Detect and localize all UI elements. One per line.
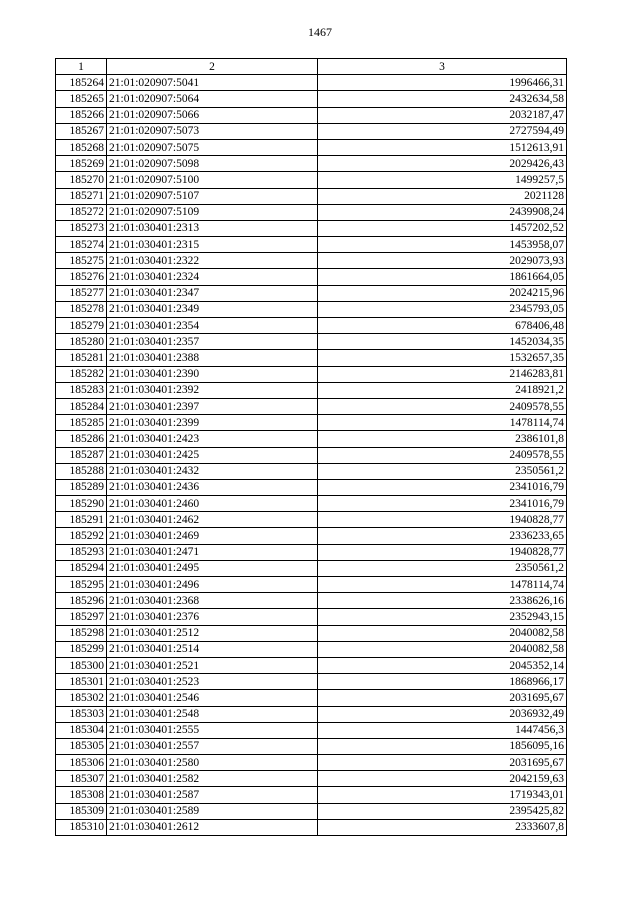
cadastral-number-cell: 21:01:030401:2546: [107, 690, 318, 706]
table-header: [56, 59, 567, 75]
row-number-cell: 185282: [56, 366, 107, 382]
cadastral-number-cell: 21:01:020907:5073: [107, 123, 318, 139]
table-row: [56, 528, 567, 544]
table-row: [56, 253, 567, 269]
value-cell: 1512613,91: [318, 139, 567, 155]
row-number-cell: 185273: [56, 220, 107, 236]
row-number-cell: 185296: [56, 593, 107, 609]
table-row: [56, 334, 567, 350]
value-cell: 1447456,3: [318, 722, 567, 738]
row-number-cell: 185301: [56, 674, 107, 690]
value-cell: 2336233,65: [318, 528, 567, 544]
row-number-cell: 185288: [56, 463, 107, 479]
row-number-cell: 185286: [56, 431, 107, 447]
row-number-cell: 185299: [56, 641, 107, 657]
row-number-cell: 185265: [56, 91, 107, 107]
row-number-cell: 185270: [56, 172, 107, 188]
value-cell: 2386101,8: [318, 431, 567, 447]
table-row: [56, 91, 567, 107]
table-row: [56, 496, 567, 512]
cadastral-number-cell: 21:01:030401:2460: [107, 496, 318, 512]
table-row: [56, 156, 567, 172]
cadastral-number-cell: 21:01:030401:2390: [107, 366, 318, 382]
table-row: [56, 220, 567, 236]
cadastral-number-cell: 21:01:020907:5100: [107, 172, 318, 188]
value-cell: 2418921,2: [318, 382, 567, 398]
value-cell: 2350561,2: [318, 560, 567, 576]
table-row: [56, 415, 567, 431]
row-number-cell: 185303: [56, 706, 107, 722]
cadastral-number-cell: 21:01:030401:2397: [107, 398, 318, 414]
row-number-cell: 185279: [56, 318, 107, 334]
value-cell: 2341016,79: [318, 496, 567, 512]
row-number-cell: 185289: [56, 479, 107, 495]
table-row: [56, 577, 567, 593]
value-cell: 2029073,93: [318, 253, 567, 269]
row-number-cell: 185272: [56, 204, 107, 220]
table-row: [56, 204, 567, 220]
row-number-cell: 185297: [56, 609, 107, 625]
value-cell: 1478114,74: [318, 415, 567, 431]
cadastral-number-cell: 21:01:030401:2557: [107, 738, 318, 754]
table-row: [56, 674, 567, 690]
value-cell: 1856095,16: [318, 738, 567, 754]
cadastral-number-cell: 21:01:020907:5098: [107, 156, 318, 172]
row-number-cell: 185267: [56, 123, 107, 139]
row-number-cell: 185266: [56, 107, 107, 123]
value-cell: 2409578,55: [318, 447, 567, 463]
value-cell: 1532657,35: [318, 350, 567, 366]
cadastral-number-cell: 21:01:030401:2587: [107, 787, 318, 803]
value-cell: 1719343,01: [318, 787, 567, 803]
value-cell: 2042159,63: [318, 771, 567, 787]
row-number-cell: 185275: [56, 253, 107, 269]
table-row: [56, 609, 567, 625]
row-number-cell: 185280: [56, 334, 107, 350]
row-number-cell: 185291: [56, 512, 107, 528]
table-row: [56, 463, 567, 479]
cadastral-number-cell: 21:01:020907:5066: [107, 107, 318, 123]
cadastral-number-cell: 21:01:030401:2589: [107, 803, 318, 819]
cadastral-number-cell: 21:01:030401:2496: [107, 577, 318, 593]
row-number-cell: 185290: [56, 496, 107, 512]
table-row: [56, 318, 567, 334]
table-body: [56, 75, 567, 836]
table-row: [56, 172, 567, 188]
table-row: [56, 237, 567, 253]
cadastral-number-cell: 21:01:030401:2315: [107, 237, 318, 253]
cadastral-number-cell: 21:01:030401:2523: [107, 674, 318, 690]
cadastral-number-cell: 21:01:020907:5075: [107, 139, 318, 155]
value-cell: 2352943,15: [318, 609, 567, 625]
value-cell: 1478114,74: [318, 577, 567, 593]
table-row: [56, 285, 567, 301]
table-row: [56, 819, 567, 835]
cadastral-number-cell: 21:01:030401:2612: [107, 819, 318, 835]
table-row: [56, 75, 567, 91]
value-cell: 2040082,58: [318, 625, 567, 641]
cadastral-number-cell: 21:01:030401:2349: [107, 301, 318, 317]
value-cell: 1453958,07: [318, 237, 567, 253]
table-row: [56, 123, 567, 139]
row-number-cell: 185292: [56, 528, 107, 544]
value-cell: 678406,48: [318, 318, 567, 334]
value-cell: 2333607,8: [318, 819, 567, 835]
value-cell: 2350561,2: [318, 463, 567, 479]
table-row: [56, 771, 567, 787]
value-cell: 1457202,52: [318, 220, 567, 236]
table-row: [56, 690, 567, 706]
cadastral-number-cell: 21:01:020907:5041: [107, 75, 318, 91]
value-cell: 1499257,5: [318, 172, 567, 188]
value-cell: 2146283,81: [318, 366, 567, 382]
row-number-cell: 185306: [56, 755, 107, 771]
row-number-cell: 185268: [56, 139, 107, 155]
cadastral-number-cell: 21:01:030401:2392: [107, 382, 318, 398]
row-number-cell: 185287: [56, 447, 107, 463]
column-header-1: 1: [56, 59, 107, 75]
table-row: [56, 431, 567, 447]
value-cell: 2338626,16: [318, 593, 567, 609]
value-cell: 2031695,67: [318, 690, 567, 706]
cadastral-number-cell: 21:01:030401:2324: [107, 269, 318, 285]
registry-table: [55, 58, 567, 836]
table-row: [56, 398, 567, 414]
value-cell: 2024215,96: [318, 285, 567, 301]
table-row: [56, 706, 567, 722]
cadastral-number-cell: 21:01:030401:2313: [107, 220, 318, 236]
table-row: [56, 350, 567, 366]
table-row: [56, 188, 567, 204]
table-row: [56, 625, 567, 641]
table-row: [56, 301, 567, 317]
row-number-cell: 185302: [56, 690, 107, 706]
value-cell: 2036932,49: [318, 706, 567, 722]
cadastral-number-cell: 21:01:030401:2555: [107, 722, 318, 738]
row-number-cell: 185283: [56, 382, 107, 398]
value-cell: 1940828,77: [318, 512, 567, 528]
table-row: [56, 755, 567, 771]
cadastral-number-cell: 21:01:030401:2471: [107, 544, 318, 560]
cadastral-number-cell: 21:01:030401:2469: [107, 528, 318, 544]
column-header-3: 3: [318, 59, 567, 75]
cadastral-number-cell: 21:01:030401:2514: [107, 641, 318, 657]
value-cell: 2045352,14: [318, 657, 567, 673]
table-row: [56, 593, 567, 609]
row-number-cell: 185281: [56, 350, 107, 366]
value-cell: 2032187,47: [318, 107, 567, 123]
row-number-cell: 185293: [56, 544, 107, 560]
cadastral-number-cell: 21:01:030401:2580: [107, 755, 318, 771]
table-row: [56, 722, 567, 738]
cadastral-number-cell: 21:01:030401:2495: [107, 560, 318, 576]
page-number: 1467: [308, 25, 332, 39]
value-cell: 2040082,58: [318, 641, 567, 657]
cadastral-number-cell: 21:01:030401:2512: [107, 625, 318, 641]
column-header-2: 2: [107, 59, 318, 75]
row-number-cell: 185278: [56, 301, 107, 317]
value-cell: 2345793,05: [318, 301, 567, 317]
value-cell: 1940828,77: [318, 544, 567, 560]
table-row: [56, 479, 567, 495]
value-cell: 2021128: [318, 188, 567, 204]
value-cell: 2029426,43: [318, 156, 567, 172]
cadastral-number-cell: 21:01:030401:2354: [107, 318, 318, 334]
cadastral-number-cell: 21:01:030401:2399: [107, 415, 318, 431]
row-number-cell: 185309: [56, 803, 107, 819]
table-row: [56, 512, 567, 528]
value-cell: 1996466,31: [318, 75, 567, 91]
row-number-cell: 185284: [56, 398, 107, 414]
cadastral-number-cell: 21:01:030401:2432: [107, 463, 318, 479]
row-number-cell: 185308: [56, 787, 107, 803]
row-number-cell: 185307: [56, 771, 107, 787]
row-number-cell: 185304: [56, 722, 107, 738]
cadastral-number-cell: 21:01:030401:2347: [107, 285, 318, 301]
value-cell: 2727594,49: [318, 123, 567, 139]
row-number-cell: 185276: [56, 269, 107, 285]
row-number-cell: 185305: [56, 738, 107, 754]
cadastral-number-cell: 21:01:030401:2548: [107, 706, 318, 722]
table-row: [56, 447, 567, 463]
table-row: [56, 641, 567, 657]
cadastral-number-cell: 21:01:020907:5064: [107, 91, 318, 107]
cadastral-number-cell: 21:01:030401:2357: [107, 334, 318, 350]
row-number-cell: 185271: [56, 188, 107, 204]
value-cell: 2409578,55: [318, 398, 567, 414]
table-row: [56, 657, 567, 673]
row-number-cell: 185300: [56, 657, 107, 673]
cadastral-number-cell: 21:01:030401:2322: [107, 253, 318, 269]
value-cell: 2432634,58: [318, 91, 567, 107]
value-cell: 2031695,67: [318, 755, 567, 771]
table-row: [56, 366, 567, 382]
cadastral-number-cell: 21:01:020907:5107: [107, 188, 318, 204]
cadastral-number-cell: 21:01:030401:2376: [107, 609, 318, 625]
cadastral-number-cell: 21:01:030401:2388: [107, 350, 318, 366]
row-number-cell: 185269: [56, 156, 107, 172]
cadastral-number-cell: 21:01:030401:2462: [107, 512, 318, 528]
cadastral-number-cell: 21:01:030401:2425: [107, 447, 318, 463]
row-number-cell: 185294: [56, 560, 107, 576]
value-cell: 2395425,82: [318, 803, 567, 819]
cadastral-number-cell: 21:01:030401:2521: [107, 657, 318, 673]
value-cell: 1861664,05: [318, 269, 567, 285]
row-number-cell: 185295: [56, 577, 107, 593]
table-row: [56, 803, 567, 819]
cadastral-number-cell: 21:01:030401:2436: [107, 479, 318, 495]
cadastral-number-cell: 21:01:030401:2582: [107, 771, 318, 787]
table-row: [56, 107, 567, 123]
table-row: [56, 382, 567, 398]
value-cell: 1452034,35: [318, 334, 567, 350]
row-number-cell: 185277: [56, 285, 107, 301]
row-number-cell: 185310: [56, 819, 107, 835]
cadastral-number-cell: 21:01:030401:2368: [107, 593, 318, 609]
table-row: [56, 544, 567, 560]
table-row: [56, 139, 567, 155]
cadastral-number-cell: 21:01:020907:5109: [107, 204, 318, 220]
cadastral-number-cell: 21:01:030401:2423: [107, 431, 318, 447]
table-row: [56, 269, 567, 285]
table-row: [56, 787, 567, 803]
header-row: [56, 59, 567, 75]
row-number-cell: 185285: [56, 415, 107, 431]
row-number-cell: 185274: [56, 237, 107, 253]
value-cell: 2439908,24: [318, 204, 567, 220]
value-cell: 1868966,17: [318, 674, 567, 690]
row-number-cell: 185264: [56, 75, 107, 91]
table-row: [56, 560, 567, 576]
row-number-cell: 185298: [56, 625, 107, 641]
table-row: [56, 738, 567, 754]
value-cell: 2341016,79: [318, 479, 567, 495]
